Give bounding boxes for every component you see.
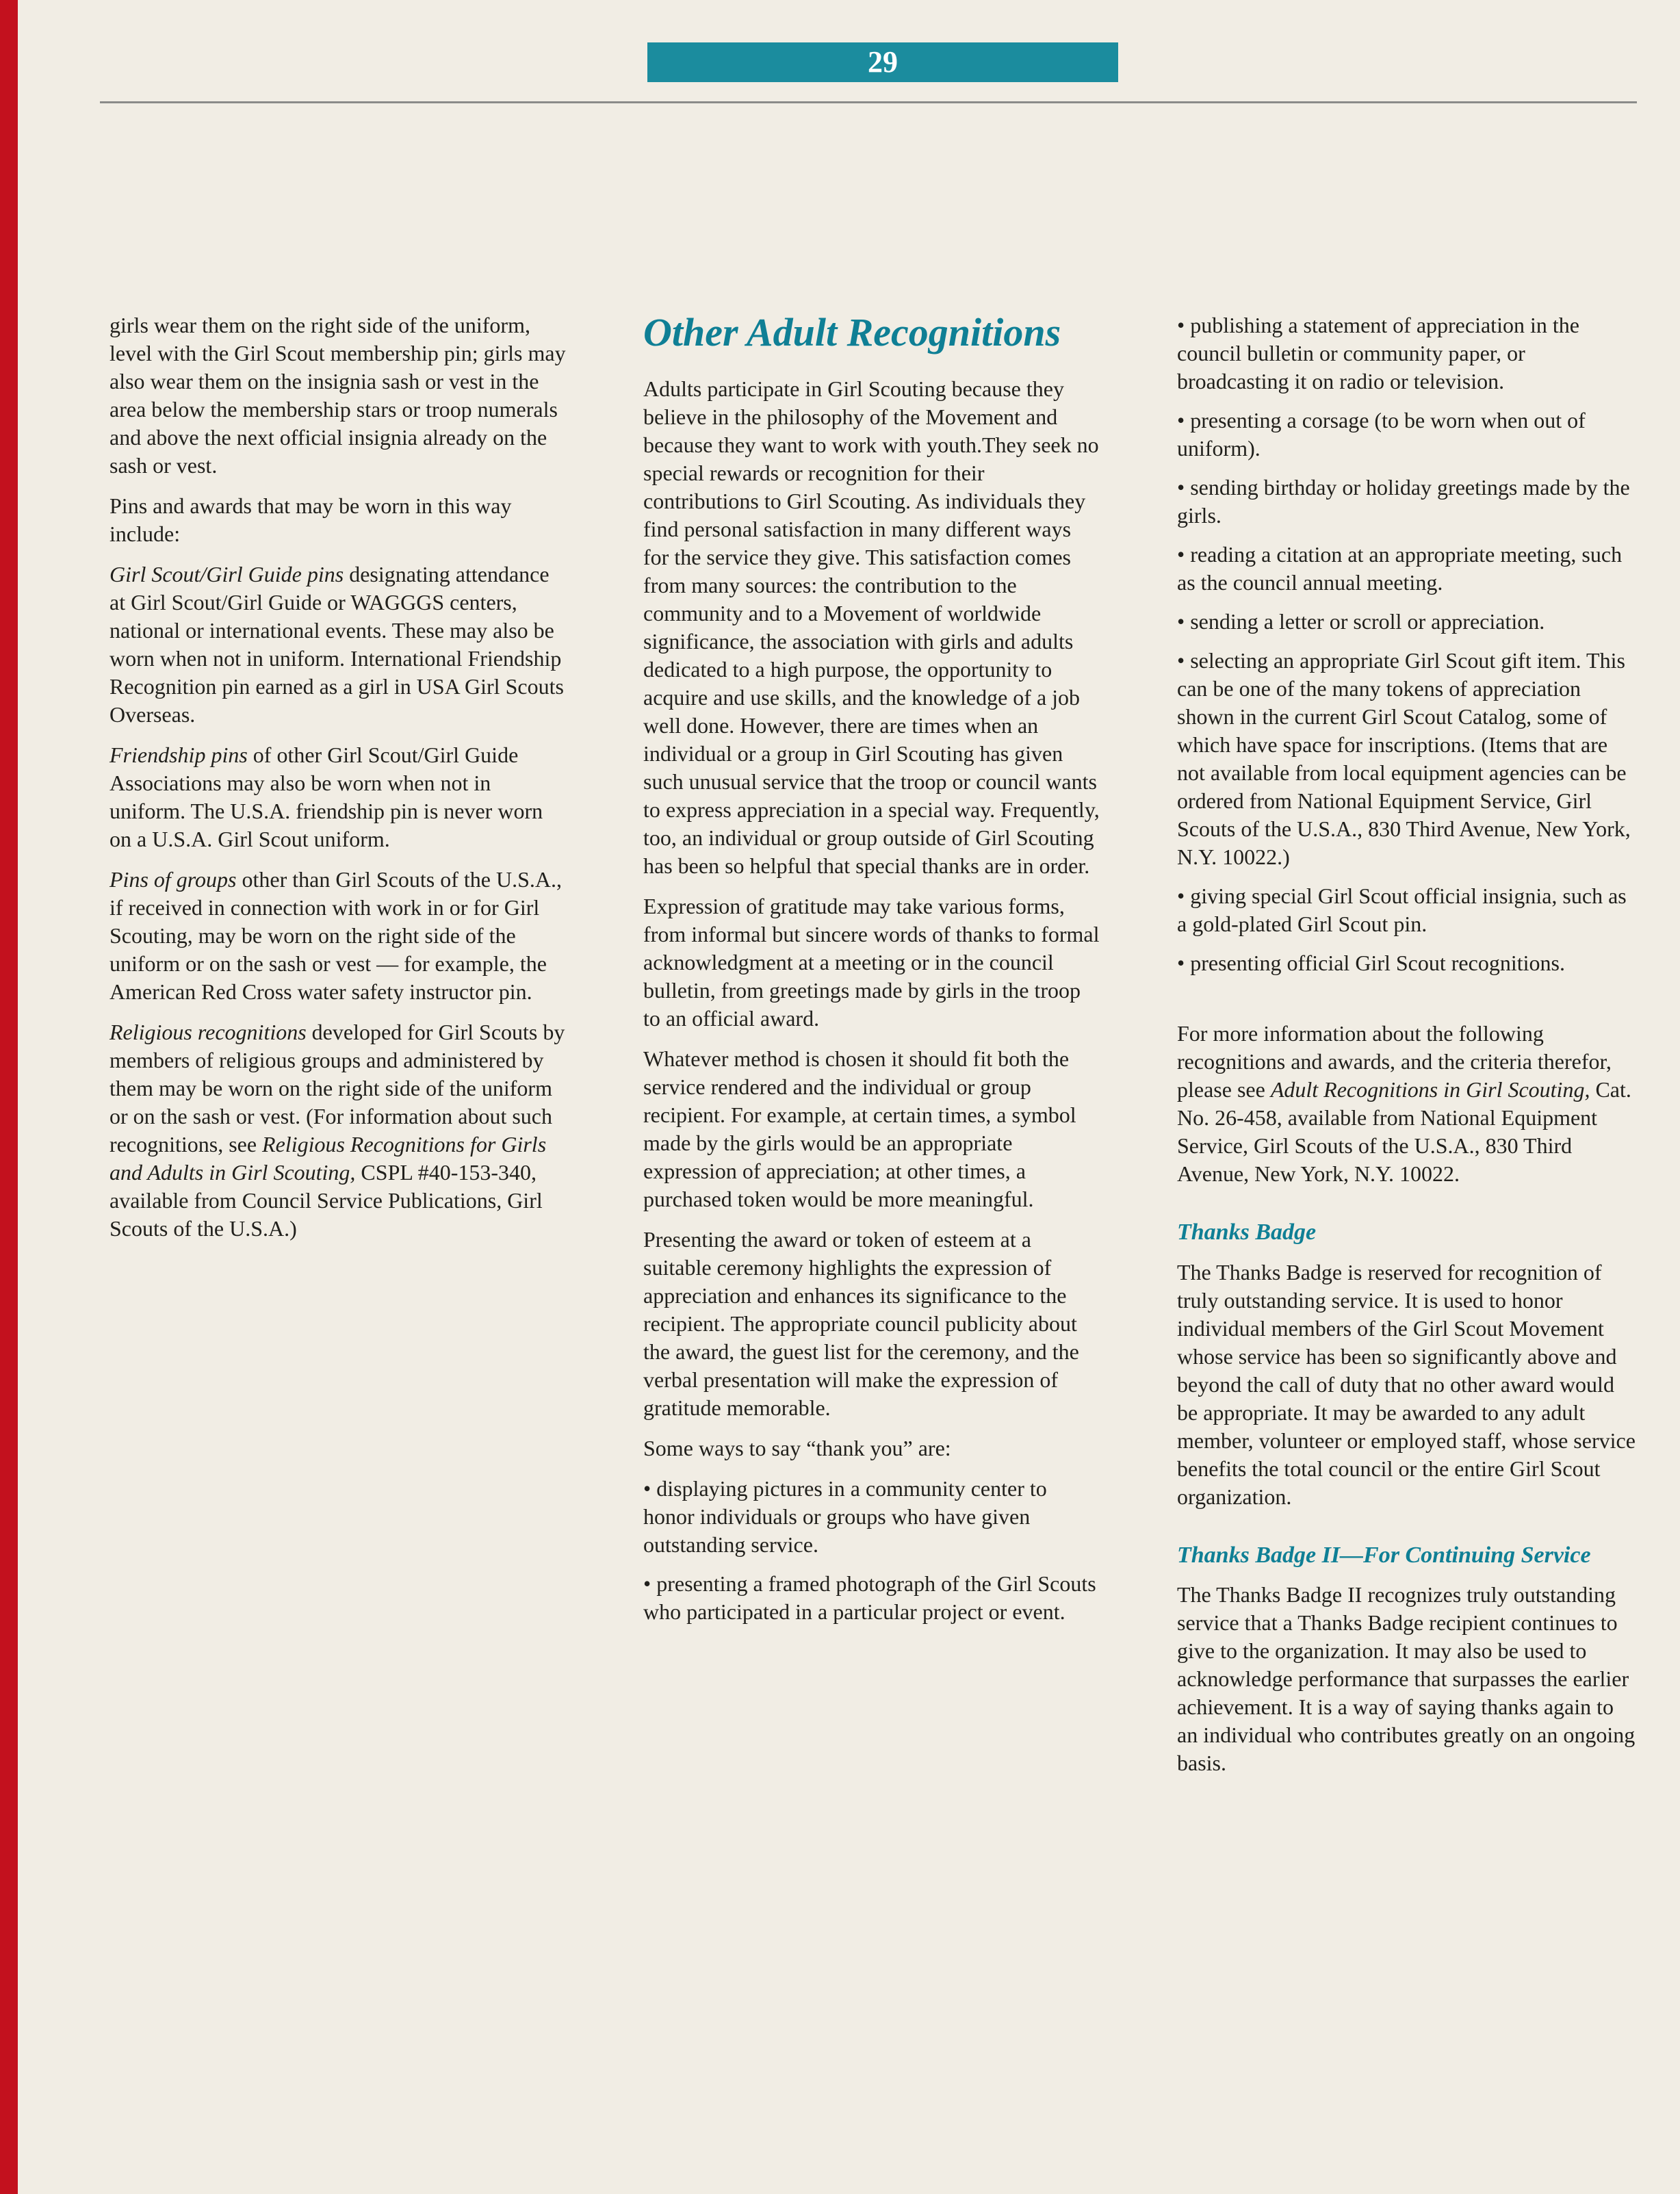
paragraph: Pins and awards that may be worn in this way include:: [109, 493, 512, 546]
paragraph: The Thanks Badge II recognizes truly outstanding service that a Thanks Badge recipient continues to give to the organization. It may also be used to acknowledge performance that surpasses the earlier achievement. It is a way of saying thanks again to an individual who contributes greatly on an ongoing basis.: [1177, 1582, 1636, 1775]
subsection-heading-thanks-badge-2: Thanks Badge II—For Continuing Service: [1177, 1542, 1591, 1568]
column-left: [109, 311, 568, 1790]
bullet-item: • selecting an appropriate Girl Scout gift item. This can be one of the many tokens of appreciation shown in the current Girl Scout Catalog, some of which have space for inscriptions. (Items that are not available from local equipment agencies can be ordered from National Equipment Service, Girl Scouts of the U.S.A., 830 Third Avenue, New York, N.Y. 10022.): [1177, 648, 1631, 869]
bullet-item: • displaying pictures in a community center to honor individuals or groups who have given outstanding service.: [643, 1475, 1047, 1557]
left-edge-red-stripe: [0, 0, 18, 2194]
bullet-item: • presenting a corsage (to be worn when out of uniform).: [1177, 408, 1586, 461]
paragraph: Friendship pins of other Girl Scout/Girl Guide Associations may also be worn when not in uniform. The U.S.A. friendship pin is never worn on a U.S.A. Girl Scout uniform.: [109, 743, 543, 851]
bullet-item: • presenting a framed photograph of the Girl Scouts who participated in a particular project or event.: [643, 1571, 1096, 1624]
paragraph: Some ways to say “thank you” are:: [643, 1435, 951, 1460]
column-right: [1177, 311, 1636, 1790]
paragraph: Presenting the award or token of esteem at a suitable ceremony highlights the expression of appreciation and enhances its significance to the recipient. The appropriate council publicity about the award, the guest list for the ceremony, and the verbal presentation will make the expression of gratitude memorable.: [643, 1226, 1079, 1420]
page-number: 29: [868, 45, 898, 79]
section-heading: Other Adult Recognitions: [643, 310, 1061, 354]
bullet-item: • sending a letter or scroll or appreciation.: [1177, 609, 1545, 634]
more-information-paragraph: For more information about the following recognitions and awards, and the criteria therefor, please see Adult Recognitions in Girl Scouting, Cat. No. 26-458, available from National Equipment Service, Girl Scouts of the U.S.A., 830 Third Avenue, New York, N.Y. 10022.: [1177, 1021, 1631, 1186]
paragraph: Girl Scout/Girl Guide pins designating attendance at Girl Scout/Girl Guide or WAGGGS centers, national or international events. These may also be worn when not in uniform. International Friendship Recognition pin earned as a girl in USA Girl Scouts Overseas.: [109, 562, 564, 727]
header-rule: [100, 101, 1637, 103]
bullet-item: • reading a citation at an appropriate meeting, such as the council annual meeting.: [1177, 542, 1623, 595]
page-number-bar: [647, 42, 1118, 82]
paragraph: Religious recognitions developed for Girl Scouts by members of religious groups and administered by them may be worn on the right side of the uniform or on the sash or vest. (For information about such recognitions, see Religious Recognitions for Girls and Adults in Girl Scouting, CSPL #40-153-340, available from Council Service Publications, Girl Scouts of the U.S.A.): [109, 1020, 565, 1241]
bullet-item: • giving special Girl Scout official insignia, such as a gold-plated Girl Scout pin.: [1177, 883, 1627, 936]
paragraph: girls wear them on the right side of the uniform, level with the Girl Scout membership pin; girls may also wear them on the insignia sash or vest in the area below the membership stars or troop numerals and above the next official insignia already on the sash or vest.: [109, 313, 566, 478]
paragraph: Pins of groups other than Girl Scouts of the U.S.A., if received in connection with work in or for Girl Scouting, may be worn on the right side of the uniform or on the sash or vest — for example, the American Red Cross water safety instructor pin.: [109, 867, 562, 1004]
content-columns: [109, 311, 1636, 1790]
paragraph: Whatever method is chosen it should fit both the service rendered and the individual or group recipient. For example, at certain times, a symbol made by the girls would be an appropriate expression of appreciation; at other times, a purchased token would be more meaningful.: [643, 1046, 1076, 1211]
paragraph: The Thanks Badge is reserved for recognition of truly outstanding service. It is used to honor individual members of the Girl Scout Movement whose service has been so significantly above and beyond the call of duty that no other award would be appropriate. It may be awarded to any adult member, volunteer or employed staff, whose service benefits the total council or the entire Girl Scout organization.: [1177, 1259, 1636, 1509]
bullet-item: • presenting official Girl Scout recognitions.: [1177, 951, 1565, 975]
subsection-heading-thanks-badge: Thanks Badge: [1177, 1219, 1317, 1245]
paragraph: Expression of gratitude may take various forms, from informal but sincere words of thanks to formal acknowledgment at a meeting or in the council bulletin, from greetings made by girls in the troop to an official award.: [643, 893, 1100, 1031]
bullet-item: • publishing a statement of appreciation in the council bulletin or community paper, or broadcasting it on radio or television.: [1177, 313, 1579, 393]
column-middle: [643, 311, 1102, 1790]
bullet-item: • sending birthday or holiday greetings made by the girls.: [1177, 475, 1630, 528]
paragraph: Adults participate in Girl Scouting because they believe in the philosophy of the Movement and because they want to work with youth.They seek no special rewards or recognition for their contributions to Girl Scouting. As individuals they find personal satisfaction in many different ways for the service they give. This satisfaction comes from many sources: the contribution to the community and to a Movement of worldwide significance, the association with girls and adults dedicated to a high purpose, the opportunity to acquire and use skills, and the knowledge of a job well done. However, there are times when an individual or a group in Girl Scouting has given such unusual service that the troop or council wants to express appreciation in a special way. Frequently, too, an individual or group outside of Girl Scouting has been so helpful that special thanks are in order.: [643, 376, 1100, 878]
